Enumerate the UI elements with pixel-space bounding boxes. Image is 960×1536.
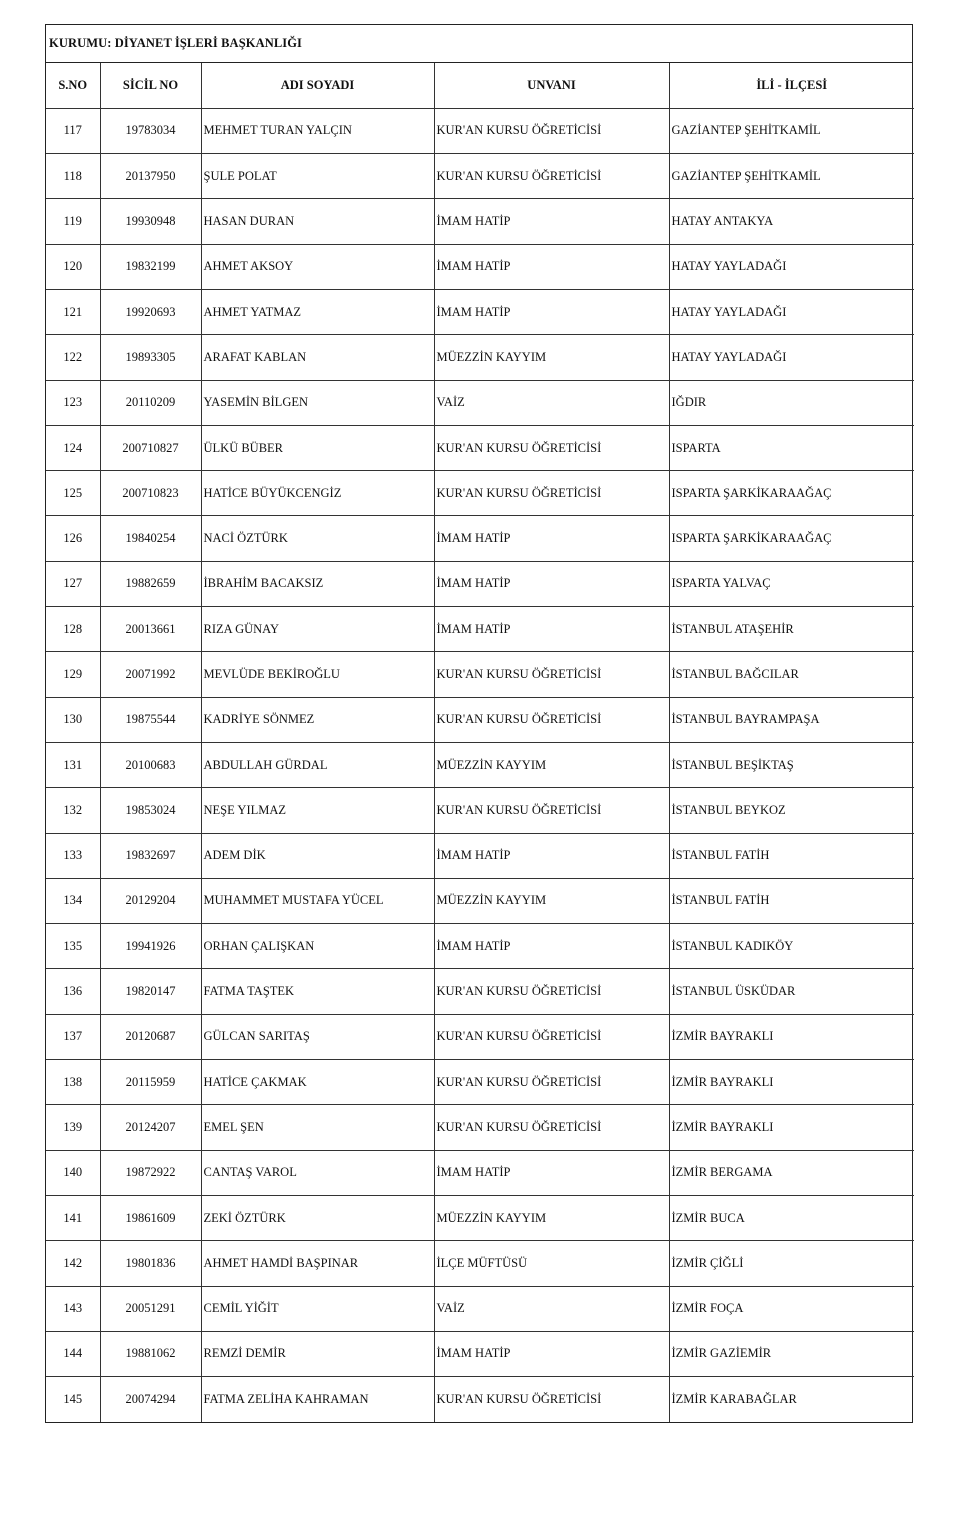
cell-unvan: MÜEZZİN KAYYIM	[434, 1195, 669, 1240]
cell-name: NACİ ÖZTÜRK	[201, 516, 434, 561]
cell-unvan: KUR'AN KURSU ÖĞRETİCİSİ	[434, 108, 669, 153]
cell-sno: 144	[46, 1331, 100, 1376]
cell-unvan: MÜEZZİN KAYYIM	[434, 742, 669, 787]
cell-name: YASEMİN BİLGEN	[201, 380, 434, 425]
cell-sno: 120	[46, 244, 100, 289]
table-header-row	[46, 63, 914, 108]
cell-il: İZMİR BAYRAKLI	[669, 1014, 914, 1059]
cell-il: HATAY YAYLADAĞI	[669, 335, 914, 380]
cell-sicil: 19801836	[100, 1241, 201, 1286]
table-row	[46, 561, 914, 606]
cell-name: ARAFAT KABLAN	[201, 335, 434, 380]
cell-sno: 141	[46, 1195, 100, 1240]
cell-name: MEVLÜDE BEKİROĞLU	[201, 652, 434, 697]
cell-name: KADRİYE SÖNMEZ	[201, 697, 434, 742]
cell-sno: 142	[46, 1241, 100, 1286]
cell-il: HATAY ANTAKYA	[669, 199, 914, 244]
cell-unvan: İMAM HATİP	[434, 1150, 669, 1195]
table-row	[46, 1014, 914, 1059]
cell-unvan: MÜEZZİN KAYYIM	[434, 878, 669, 923]
cell-name: CANTAŞ VAROL	[201, 1150, 434, 1195]
cell-sno: 133	[46, 833, 100, 878]
cell-sicil: 19941926	[100, 924, 201, 969]
cell-sicil: 19930948	[100, 199, 201, 244]
cell-name: İBRAHİM BACAKSIZ	[201, 561, 434, 606]
cell-il: İSTANBUL FATİH	[669, 833, 914, 878]
cell-unvan: İMAM HATİP	[434, 833, 669, 878]
cell-il: IĞDIR	[669, 380, 914, 425]
cell-unvan: KUR'AN KURSU ÖĞRETİCİSİ	[434, 788, 669, 833]
cell-sicil: 19881062	[100, 1331, 201, 1376]
cell-il: İZMİR KARABAĞLAR	[669, 1377, 914, 1422]
table-row	[46, 607, 914, 652]
table-row	[46, 108, 914, 153]
cell-name: MEHMET TURAN YALÇIN	[201, 108, 434, 153]
cell-unvan: İMAM HATİP	[434, 924, 669, 969]
cell-il: İSTANBUL ÜSKÜDAR	[669, 969, 914, 1014]
cell-il: İSTANBUL FATİH	[669, 878, 914, 923]
cell-unvan: KUR'AN KURSU ÖĞRETİCİSİ	[434, 1105, 669, 1150]
cell-name: HASAN DURAN	[201, 199, 434, 244]
cell-il: GAZİANTEP ŞEHİTKAMİL	[669, 154, 914, 199]
cell-il: HATAY YAYLADAĞI	[669, 289, 914, 334]
cell-unvan: KUR'AN KURSU ÖĞRETİCİSİ	[434, 425, 669, 470]
cell-name: HATİCE BÜYÜKCENGİZ	[201, 471, 434, 516]
cell-name: AHMET AKSOY	[201, 244, 434, 289]
cell-il: ISPARTA ŞARKİKARAAĞAÇ	[669, 516, 914, 561]
table-row	[46, 1286, 914, 1331]
cell-unvan: KUR'AN KURSU ÖĞRETİCİSİ	[434, 1060, 669, 1105]
document-sheet	[45, 24, 913, 1423]
cell-il: İZMİR BERGAMA	[669, 1150, 914, 1195]
cell-unvan: KUR'AN KURSU ÖĞRETİCİSİ	[434, 697, 669, 742]
cell-sno: 125	[46, 471, 100, 516]
cell-unvan: KUR'AN KURSU ÖĞRETİCİSİ	[434, 1014, 669, 1059]
table-row	[46, 1195, 914, 1240]
header-name: ADI SOYADI	[201, 63, 434, 108]
cell-sicil: 20124207	[100, 1105, 201, 1150]
organization-title: KURUMU: DİYANET İŞLERİ BAŞKANLIĞI	[46, 25, 912, 63]
cell-sno: 119	[46, 199, 100, 244]
cell-sicil: 19920693	[100, 289, 201, 334]
cell-sno: 132	[46, 788, 100, 833]
table-row	[46, 1105, 914, 1150]
cell-sicil: 19893305	[100, 335, 201, 380]
table-row	[46, 1060, 914, 1105]
cell-sicil: 19853024	[100, 788, 201, 833]
cell-sno: 127	[46, 561, 100, 606]
cell-name: AHMET HAMDİ BAŞPINAR	[201, 1241, 434, 1286]
cell-il: İZMİR GAZİEMİR	[669, 1331, 914, 1376]
cell-unvan: İLÇE MÜFTÜSÜ	[434, 1241, 669, 1286]
table-row	[46, 1241, 914, 1286]
cell-il: GAZİANTEP ŞEHİTKAMİL	[669, 108, 914, 153]
table-row	[46, 516, 914, 561]
cell-unvan: KUR'AN KURSU ÖĞRETİCİSİ	[434, 652, 669, 697]
cell-unvan: VAİZ	[434, 380, 669, 425]
cell-sicil: 19875544	[100, 697, 201, 742]
cell-unvan: KUR'AN KURSU ÖĞRETİCİSİ	[434, 969, 669, 1014]
cell-sno: 143	[46, 1286, 100, 1331]
table-row	[46, 471, 914, 516]
cell-sicil: 20013661	[100, 607, 201, 652]
cell-unvan: VAİZ	[434, 1286, 669, 1331]
table-row	[46, 1150, 914, 1195]
table-row	[46, 154, 914, 199]
cell-il: İSTANBUL KADIKÖY	[669, 924, 914, 969]
cell-il: İSTANBUL BEYKOZ	[669, 788, 914, 833]
cell-sicil: 19832199	[100, 244, 201, 289]
cell-sicil: 19872922	[100, 1150, 201, 1195]
cell-sno: 136	[46, 969, 100, 1014]
cell-unvan: İMAM HATİP	[434, 1331, 669, 1376]
cell-il: İSTANBUL BAĞCILAR	[669, 652, 914, 697]
table-row	[46, 425, 914, 470]
table-row	[46, 380, 914, 425]
cell-sicil: 19882659	[100, 561, 201, 606]
cell-sicil: 20074294	[100, 1377, 201, 1422]
cell-name: CEMİL YİĞİT	[201, 1286, 434, 1331]
table-row	[46, 833, 914, 878]
cell-sno: 135	[46, 924, 100, 969]
header-sicil: SİCİL NO	[100, 63, 201, 108]
cell-sicil: 20120687	[100, 1014, 201, 1059]
cell-sicil: 19861609	[100, 1195, 201, 1240]
cell-il: ISPARTA YALVAÇ	[669, 561, 914, 606]
cell-sno: 140	[46, 1150, 100, 1195]
cell-sno: 137	[46, 1014, 100, 1059]
cell-sno: 128	[46, 607, 100, 652]
cell-unvan: İMAM HATİP	[434, 244, 669, 289]
table-row	[46, 969, 914, 1014]
cell-sicil: 20115959	[100, 1060, 201, 1105]
cell-il: İSTANBUL BEŞİKTAŞ	[669, 742, 914, 787]
cell-name: NEŞE YILMAZ	[201, 788, 434, 833]
table-body	[46, 108, 914, 1422]
cell-name: ZEKİ ÖZTÜRK	[201, 1195, 434, 1240]
cell-unvan: İMAM HATİP	[434, 607, 669, 652]
header-sno: S.NO	[46, 63, 100, 108]
cell-il: İZMİR FOÇA	[669, 1286, 914, 1331]
cell-sno: 117	[46, 108, 100, 153]
cell-unvan: KUR'AN KURSU ÖĞRETİCİSİ	[434, 1377, 669, 1422]
cell-sicil: 20051291	[100, 1286, 201, 1331]
cell-sno: 134	[46, 878, 100, 923]
cell-sno: 129	[46, 652, 100, 697]
cell-name: ADEM DİK	[201, 833, 434, 878]
cell-il: İZMİR ÇİĞLİ	[669, 1241, 914, 1286]
cell-sno: 123	[46, 380, 100, 425]
cell-name: GÜLCAN SARITAŞ	[201, 1014, 434, 1059]
cell-unvan: MÜEZZİN KAYYIM	[434, 335, 669, 380]
cell-sno: 126	[46, 516, 100, 561]
personnel-table	[46, 63, 914, 1422]
cell-il: İZMİR BUCA	[669, 1195, 914, 1240]
cell-name: AHMET YATMAZ	[201, 289, 434, 334]
cell-sicil: 20129204	[100, 878, 201, 923]
table-row	[46, 924, 914, 969]
cell-sno: 131	[46, 742, 100, 787]
cell-il: ISPARTA	[669, 425, 914, 470]
cell-sno: 138	[46, 1060, 100, 1105]
cell-il: İSTANBUL BAYRAMPAŞA	[669, 697, 914, 742]
cell-sicil: 19783034	[100, 108, 201, 153]
cell-il: İZMİR BAYRAKLI	[669, 1105, 914, 1150]
cell-unvan: İMAM HATİP	[434, 561, 669, 606]
cell-unvan: İMAM HATİP	[434, 289, 669, 334]
table-row	[46, 289, 914, 334]
table-row	[46, 244, 914, 289]
cell-unvan: KUR'AN KURSU ÖĞRETİCİSİ	[434, 154, 669, 199]
table-row	[46, 1377, 914, 1422]
cell-sicil: 20071992	[100, 652, 201, 697]
cell-il: HATAY YAYLADAĞI	[669, 244, 914, 289]
cell-sicil: 200710827	[100, 425, 201, 470]
cell-sicil: 19840254	[100, 516, 201, 561]
cell-sno: 122	[46, 335, 100, 380]
cell-il: İSTANBUL ATAŞEHİR	[669, 607, 914, 652]
table-row	[46, 652, 914, 697]
table-row	[46, 878, 914, 923]
table-row	[46, 788, 914, 833]
cell-name: MUHAMMET MUSTAFA YÜCEL	[201, 878, 434, 923]
cell-sicil: 20110209	[100, 380, 201, 425]
cell-sno: 139	[46, 1105, 100, 1150]
cell-unvan: KUR'AN KURSU ÖĞRETİCİSİ	[434, 471, 669, 516]
cell-unvan: İMAM HATİP	[434, 199, 669, 244]
table-row	[46, 697, 914, 742]
cell-sno: 145	[46, 1377, 100, 1422]
cell-name: RIZA GÜNAY	[201, 607, 434, 652]
table-row	[46, 742, 914, 787]
table-row	[46, 335, 914, 380]
table-row	[46, 1331, 914, 1376]
cell-unvan: İMAM HATİP	[434, 516, 669, 561]
cell-sicil: 19832697	[100, 833, 201, 878]
cell-sno: 121	[46, 289, 100, 334]
cell-name: HATİCE ÇAKMAK	[201, 1060, 434, 1105]
table-row	[46, 199, 914, 244]
cell-name: ABDULLAH GÜRDAL	[201, 742, 434, 787]
cell-name: FATMA TAŞTEK	[201, 969, 434, 1014]
cell-il: ISPARTA ŞARKİKARAAĞAÇ	[669, 471, 914, 516]
header-unvan: UNVANI	[434, 63, 669, 108]
cell-sicil: 200710823	[100, 471, 201, 516]
cell-name: ÜLKÜ BÜBER	[201, 425, 434, 470]
cell-name: REMZİ DEMİR	[201, 1331, 434, 1376]
cell-sno: 124	[46, 425, 100, 470]
cell-il: İZMİR BAYRAKLI	[669, 1060, 914, 1105]
cell-name: ŞULE POLAT	[201, 154, 434, 199]
header-il: İLİ - İLÇESİ	[669, 63, 914, 108]
cell-sno: 130	[46, 697, 100, 742]
cell-sicil: 19820147	[100, 969, 201, 1014]
cell-sicil: 20137950	[100, 154, 201, 199]
cell-name: ORHAN ÇALIŞKAN	[201, 924, 434, 969]
cell-sicil: 20100683	[100, 742, 201, 787]
cell-sno: 118	[46, 154, 100, 199]
cell-name: FATMA ZELİHA KAHRAMAN	[201, 1377, 434, 1422]
cell-name: EMEL ŞEN	[201, 1105, 434, 1150]
